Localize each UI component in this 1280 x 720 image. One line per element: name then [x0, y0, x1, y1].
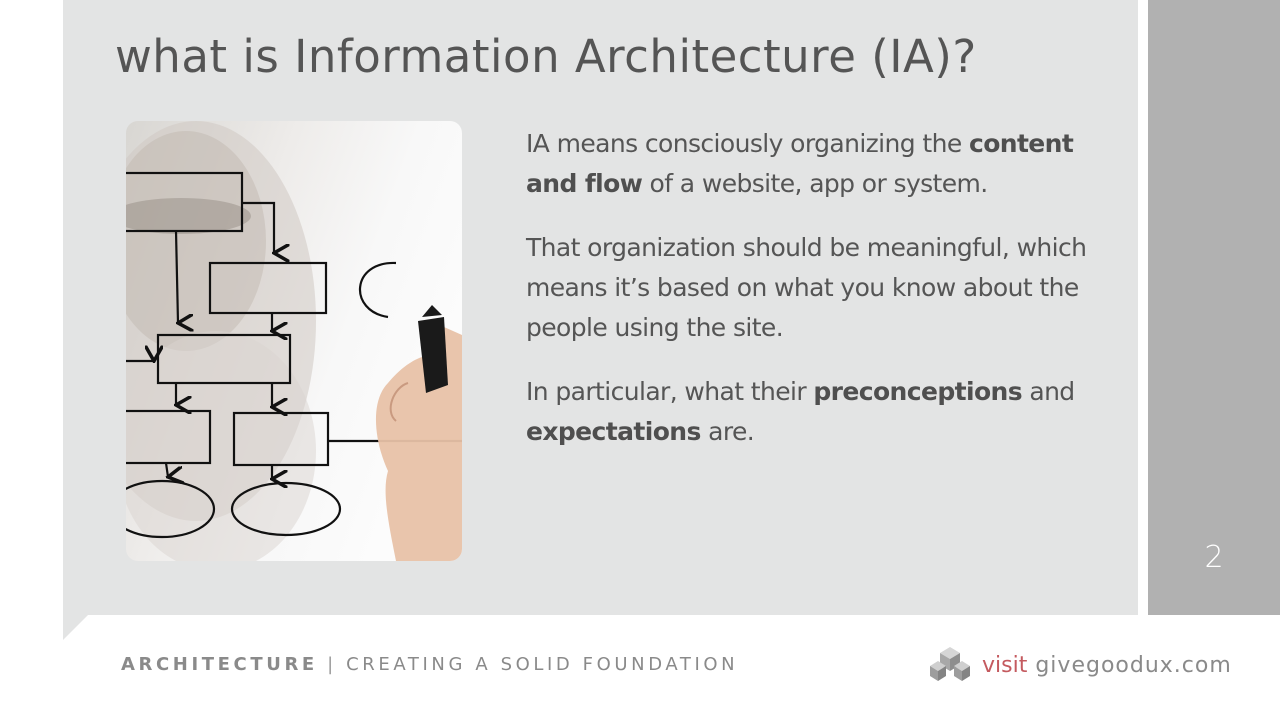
footer-separator: |: [317, 654, 347, 675]
footer-section-word: ARCHITECTURE: [121, 654, 318, 675]
paragraph-3-text-b: and: [1022, 377, 1075, 406]
paragraph-1-text-b: of a website, app or system.: [642, 169, 988, 198]
left-margin: [0, 0, 63, 640]
footer-site-link[interactable]: [930, 645, 1232, 685]
footer-visit-word: visit: [982, 652, 1028, 678]
body-paragraph-3: [526, 372, 1106, 452]
slide-panel-corner: [63, 612, 91, 640]
flowchart-photo: [126, 121, 462, 561]
paragraph-1-emphasis: content and flow: [526, 129, 1074, 198]
paragraph-1-text-a: IA means consciously organizing the: [526, 129, 969, 158]
page-number: 2: [1204, 540, 1224, 575]
slide-title: what is Information Architecture (IA)?: [115, 30, 977, 83]
paragraph-3-text-a: In particular, what their: [526, 377, 814, 406]
footer-site-url[interactable]: givegoodux.com: [1035, 652, 1232, 678]
slide-body: [526, 124, 1106, 476]
paragraph-3-text-c: are.: [700, 417, 755, 446]
body-paragraph-1: [526, 124, 1106, 204]
paragraph-3-emphasis-1: preconceptions: [813, 377, 1022, 406]
paragraph-3-emphasis-2: expectations: [526, 417, 701, 446]
side-bar: [1148, 0, 1280, 615]
paragraph-2-text: That organization should be meaningful, which means it’s based on what you know about the people using the site.: [526, 233, 1087, 342]
panel-gap: [1138, 0, 1148, 615]
footer-section-label: [121, 654, 738, 675]
cube-logo-icon: [930, 645, 970, 685]
body-paragraph-2: [526, 228, 1106, 348]
flowchart-drawing: [126, 121, 462, 561]
footer-subtitle: CREATING A SOLID FOUNDATION: [346, 654, 739, 675]
